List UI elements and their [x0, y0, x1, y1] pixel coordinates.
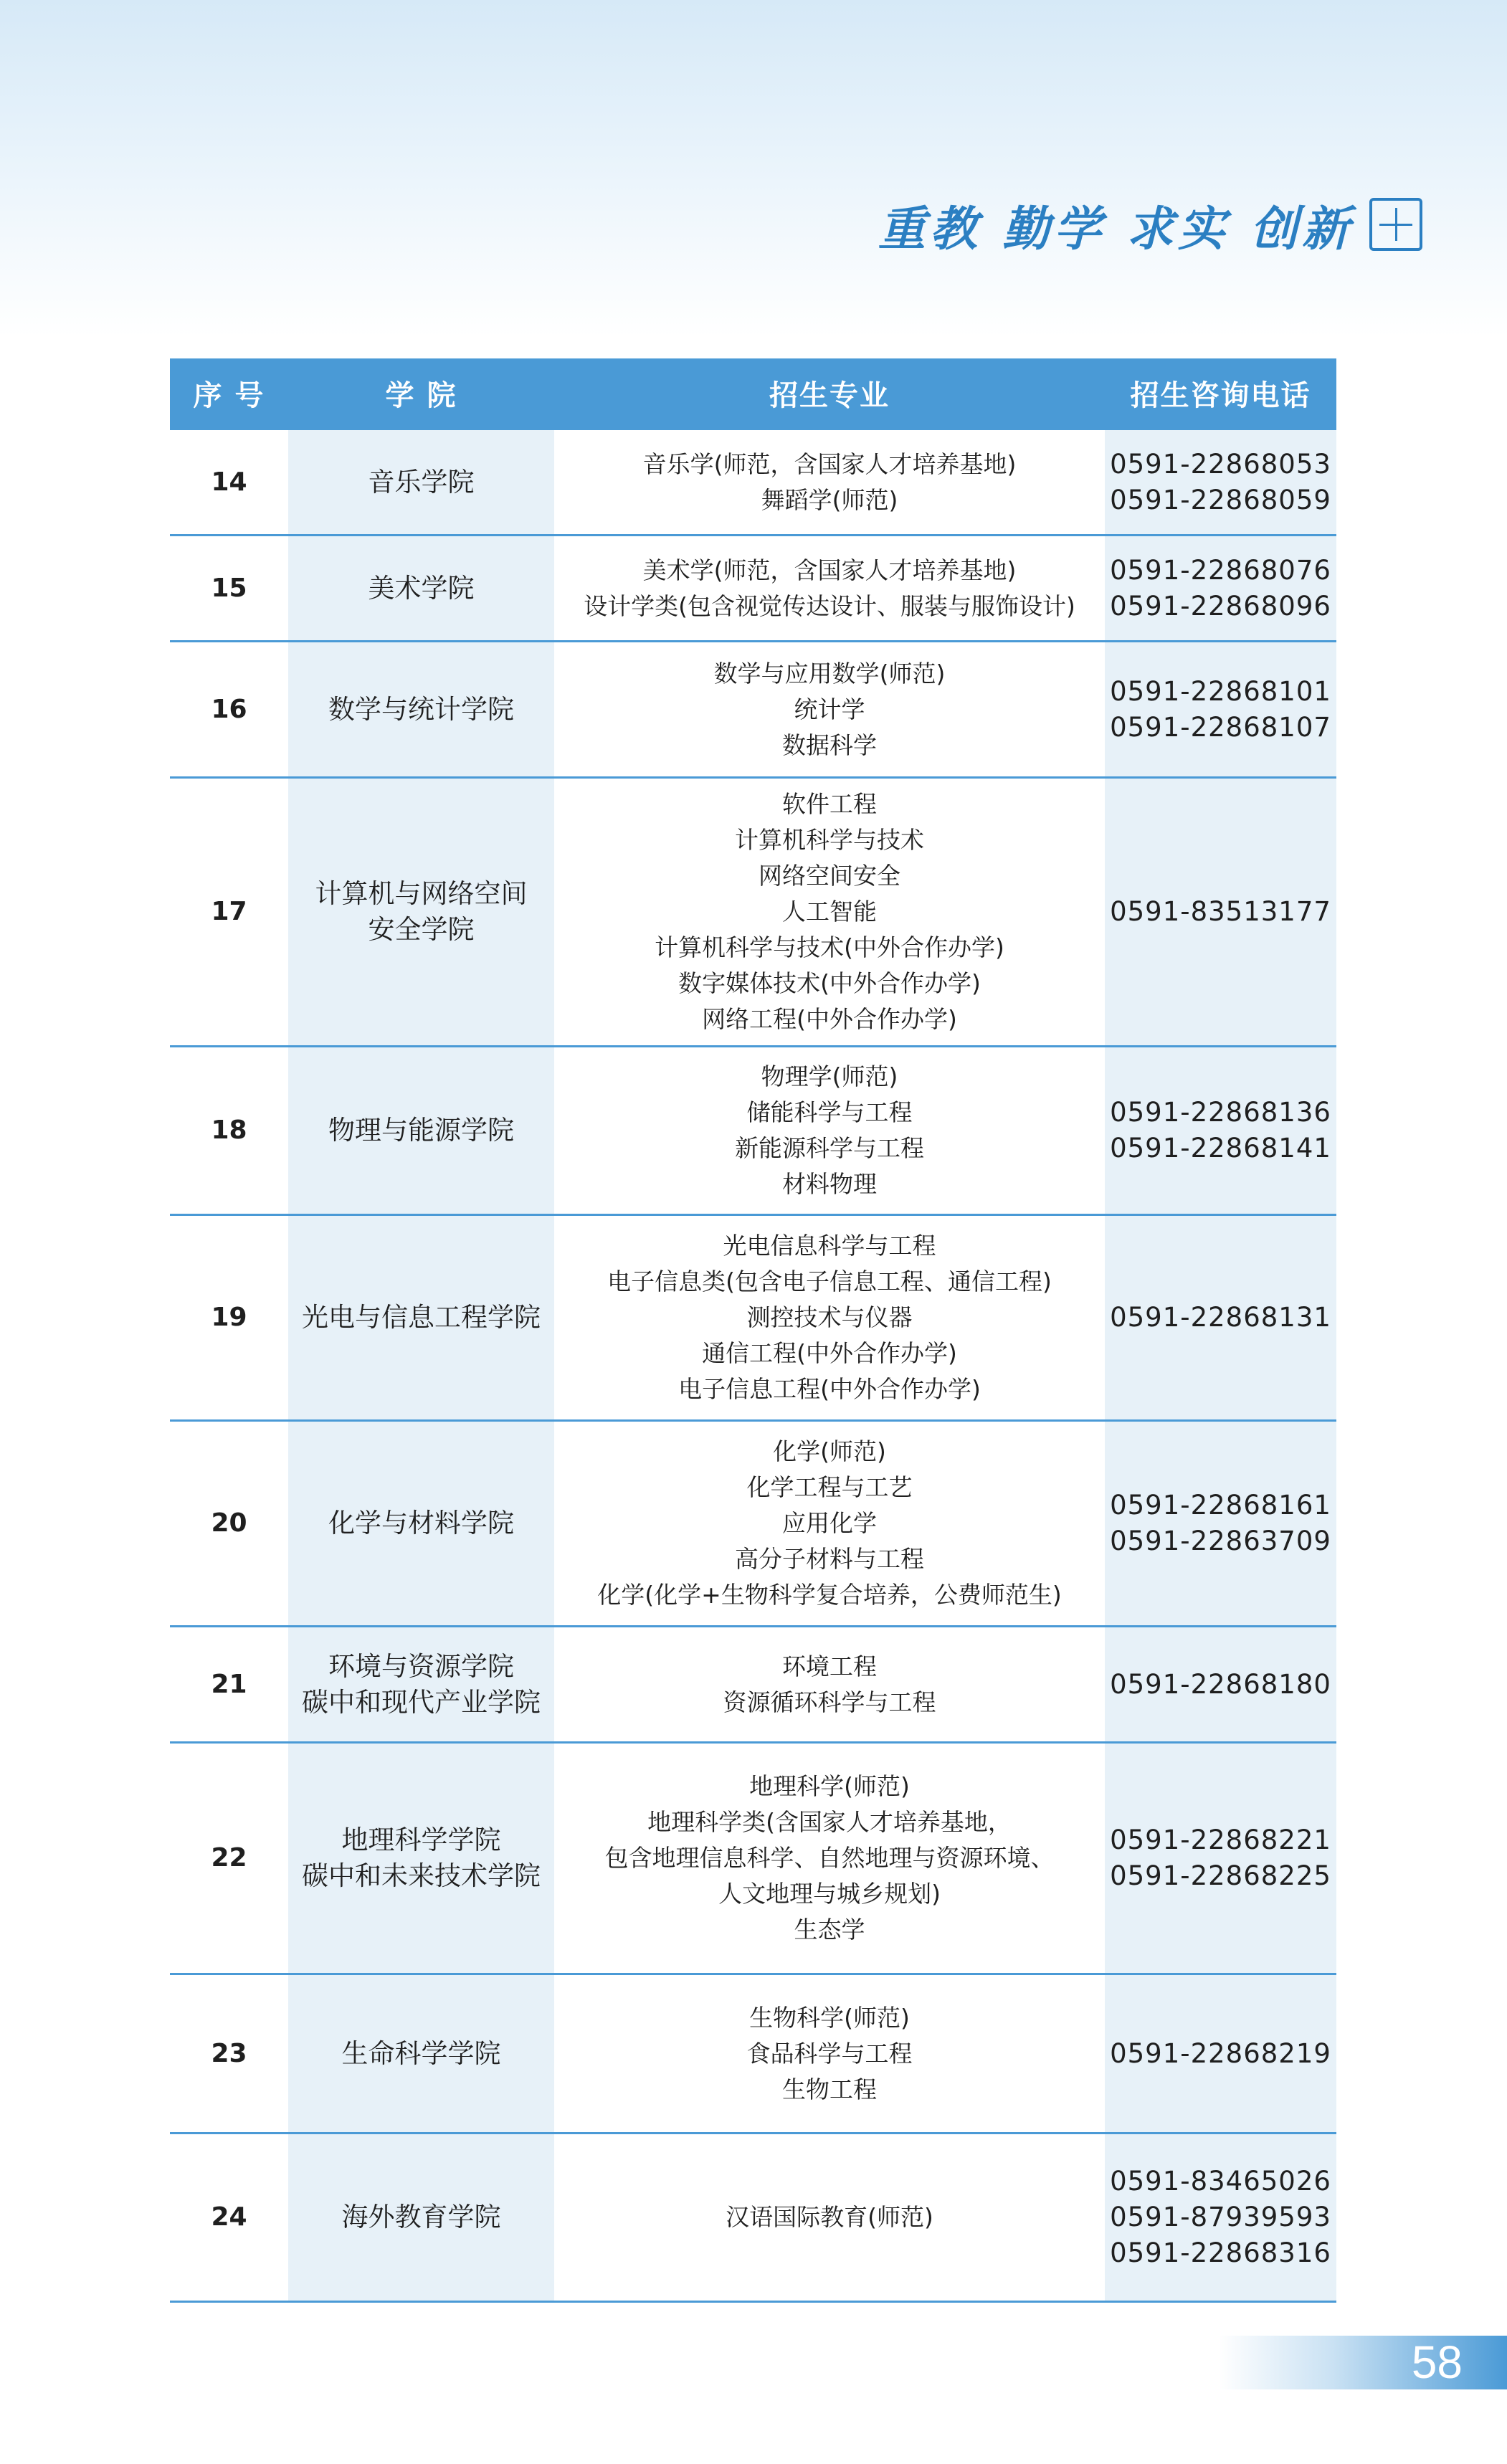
major-item: 测控技术与仪器 — [746, 1303, 913, 1331]
majors-cell — [554, 1215, 1105, 1421]
college-name: 碳中和现代产业学院 — [302, 1686, 541, 1718]
major-item: 人工智能 — [782, 898, 877, 926]
row-index: 19 — [170, 1215, 288, 1421]
major-item: 数字媒体技术(中外合作办学) — [678, 969, 981, 997]
college-cell — [288, 429, 554, 536]
row-index: 15 — [170, 536, 288, 642]
major-item: 软件工程 — [782, 790, 877, 818]
table-row — [170, 778, 1336, 1047]
major-item: 电子信息工程(中外合作办学) — [678, 1375, 981, 1403]
row-index: 24 — [170, 2134, 288, 2302]
major-item: 网络工程(中外合作办学) — [702, 1005, 957, 1033]
college-cell — [288, 778, 554, 1047]
college-cell — [288, 1974, 554, 2134]
table-row — [170, 2134, 1336, 2302]
college-name: 光电与信息工程学院 — [302, 1302, 541, 1333]
phone-number: 0591-22868076 — [1110, 554, 1331, 586]
college-name: 环境与资源学院 — [328, 1650, 514, 1682]
college-name: 地理科学学院 — [341, 1825, 501, 1855]
phone-cell — [1105, 1421, 1336, 1627]
majors-cell — [554, 1743, 1105, 1974]
table-row — [170, 1047, 1336, 1215]
college-cell — [288, 536, 554, 642]
majors-cell — [554, 536, 1105, 642]
college-name: 碳中和未来技术学院 — [302, 1860, 541, 1891]
major-item: 美术学(师范，含国家人才培养基地) — [642, 556, 1017, 584]
table-row — [170, 1974, 1336, 2134]
major-item: 应用化学 — [782, 1509, 877, 1537]
phone-number: 0591-83465026 — [1110, 2166, 1331, 2197]
phone-number: 0591-22868136 — [1110, 1097, 1331, 1128]
phone-number: 0591-22868053 — [1110, 448, 1331, 480]
college-cell — [288, 1047, 554, 1215]
admissions-table — [170, 358, 1336, 2303]
phone-number: 0591-22868131 — [1110, 1302, 1331, 1333]
table-row — [170, 1627, 1336, 1743]
majors-cell — [554, 778, 1105, 1047]
phone-number: 0591-22868161 — [1110, 1490, 1331, 1521]
major-item: 生物工程 — [782, 2075, 877, 2103]
college-name: 物理与能源学院 — [328, 1115, 514, 1146]
major-item: 设计学类(包含视觉传达设计、服装与服饰设计) — [584, 591, 1075, 620]
phone-cell — [1105, 642, 1336, 778]
major-item: 食品科学与工程 — [746, 2039, 913, 2068]
major-item: 生态学 — [794, 1916, 865, 1944]
phone-cell — [1105, 1047, 1336, 1215]
major-item: 高分子材料与工程 — [735, 1545, 924, 1573]
major-item: 数据科学 — [782, 731, 877, 759]
college-cell — [288, 642, 554, 778]
phone-number: 0591-22868221 — [1110, 1825, 1331, 1855]
phone-number: 0591-22863709 — [1110, 1526, 1331, 1556]
phone-cell — [1105, 2134, 1336, 2302]
major-item: 包含地理信息科学、自然地理与资源环境、 — [604, 1844, 1055, 1872]
table-row — [170, 1215, 1336, 1421]
major-item: 材料物理 — [782, 1170, 877, 1198]
major-item: 舞蹈学(师范) — [761, 485, 898, 514]
college-cell — [288, 1421, 554, 1627]
phone-cell — [1105, 429, 1336, 536]
majors-cell — [554, 642, 1105, 778]
header-index: 序 号 — [170, 358, 288, 429]
phone-number: 0591-22868180 — [1110, 1668, 1331, 1700]
table-row — [170, 536, 1336, 642]
majors-cell — [554, 429, 1105, 536]
phone-cell — [1105, 1974, 1336, 2134]
phone-number: 0591-22868096 — [1110, 590, 1331, 622]
phone-cell — [1105, 1627, 1336, 1743]
row-index: 20 — [170, 1421, 288, 1627]
college-name: 美术学院 — [368, 572, 475, 604]
college-cell — [288, 1215, 554, 1421]
college-name: 音乐学院 — [368, 466, 475, 498]
college-name: 海外教育学院 — [341, 2202, 501, 2232]
major-item: 化学工程与工艺 — [746, 1473, 913, 1501]
college-name: 生命科学学院 — [341, 2037, 501, 2069]
major-item: 计算机科学与技术 — [735, 826, 924, 854]
major-item: 统计学 — [794, 695, 865, 723]
seal-logo — [1369, 198, 1422, 251]
school-motto — [878, 192, 1422, 257]
major-item: 新能源科学与工程 — [735, 1134, 924, 1162]
college-name: 数学与统计学院 — [328, 693, 514, 725]
major-item: 化学(化学+生物科学复合培养，公费师范生) — [597, 1581, 1062, 1609]
row-index: 23 — [170, 1974, 288, 2134]
majors-cell — [554, 1627, 1105, 1743]
major-item: 生物科学(师范) — [749, 2003, 910, 2032]
table-row — [170, 429, 1336, 536]
majors-cell — [554, 1974, 1105, 2134]
header-phone: 招生咨询电话 — [1105, 358, 1336, 429]
motto-text: 重教 勤学 求实 创新 — [878, 200, 1354, 257]
college-cell — [288, 1627, 554, 1743]
row-index: 18 — [170, 1047, 288, 1215]
phone-number: 0591-22868219 — [1110, 2037, 1331, 2069]
college-name: 化学与材料学院 — [328, 1508, 514, 1538]
row-index: 16 — [170, 642, 288, 778]
majors-cell — [554, 1421, 1105, 1627]
phone-number: 0591-22868225 — [1110, 1860, 1331, 1891]
majors-cell — [554, 1047, 1105, 1215]
row-index: 17 — [170, 778, 288, 1047]
phone-number: 0591-83513177 — [1110, 896, 1331, 927]
table-row — [170, 1743, 1336, 1974]
major-item: 储能科学与工程 — [746, 1098, 913, 1126]
major-item: 电子信息类(包含电子信息工程、通信工程) — [607, 1267, 1052, 1295]
major-item: 地理科学(师范) — [749, 1772, 910, 1800]
major-item: 音乐学(师范，含国家人才培养基地) — [642, 449, 1017, 478]
major-item: 地理科学类(含国家人才培养基地， — [647, 1808, 1012, 1836]
major-item: 环境工程 — [782, 1652, 877, 1680]
major-item: 计算机科学与技术(中外合作办学) — [655, 933, 1004, 961]
phone-cell — [1105, 1743, 1336, 1974]
phone-number: 0591-22868141 — [1110, 1133, 1331, 1164]
table-row — [170, 642, 1336, 778]
page-number: 58 — [1411, 2336, 1463, 2388]
major-item: 数学与应用数学(师范) — [713, 659, 946, 688]
major-item: 汉语国际教育(师范) — [726, 2203, 933, 2231]
header-majors: 招生专业 — [554, 358, 1105, 429]
phone-cell — [1105, 536, 1336, 642]
header-background — [0, 0, 1507, 337]
majors-cell — [554, 2134, 1105, 2302]
phone-number: 0591-22868101 — [1110, 675, 1331, 707]
table-header-row — [170, 358, 1336, 429]
row-index: 22 — [170, 1743, 288, 1974]
college-name: 安全学院 — [368, 914, 475, 945]
phone-number: 0591-22868059 — [1110, 484, 1331, 515]
college-cell — [288, 2134, 554, 2302]
table-row — [170, 1421, 1336, 1627]
phone-cell — [1105, 778, 1336, 1047]
row-index: 21 — [170, 1627, 288, 1743]
major-item: 资源循环科学与工程 — [723, 1688, 936, 1716]
major-item: 通信工程(中外合作办学) — [702, 1339, 957, 1367]
major-item: 物理学(师范) — [761, 1062, 898, 1090]
college-name: 计算机与网络空间 — [315, 878, 528, 909]
major-item: 网络空间安全 — [759, 862, 900, 890]
major-item: 人文地理与城乡规划) — [718, 1880, 941, 1908]
page-number-tab — [1219, 2336, 1507, 2389]
college-cell — [288, 1743, 554, 1974]
row-index: 14 — [170, 429, 288, 536]
phone-cell — [1105, 1215, 1336, 1421]
header-college: 学 院 — [288, 358, 554, 429]
phone-number: 0591-22868107 — [1110, 711, 1331, 743]
major-item: 化学(师范) — [773, 1437, 886, 1465]
phone-number: 0591-87939593 — [1110, 2202, 1331, 2232]
major-item: 光电信息科学与工程 — [723, 1232, 936, 1260]
phone-number: 0591-22868316 — [1110, 2237, 1331, 2268]
